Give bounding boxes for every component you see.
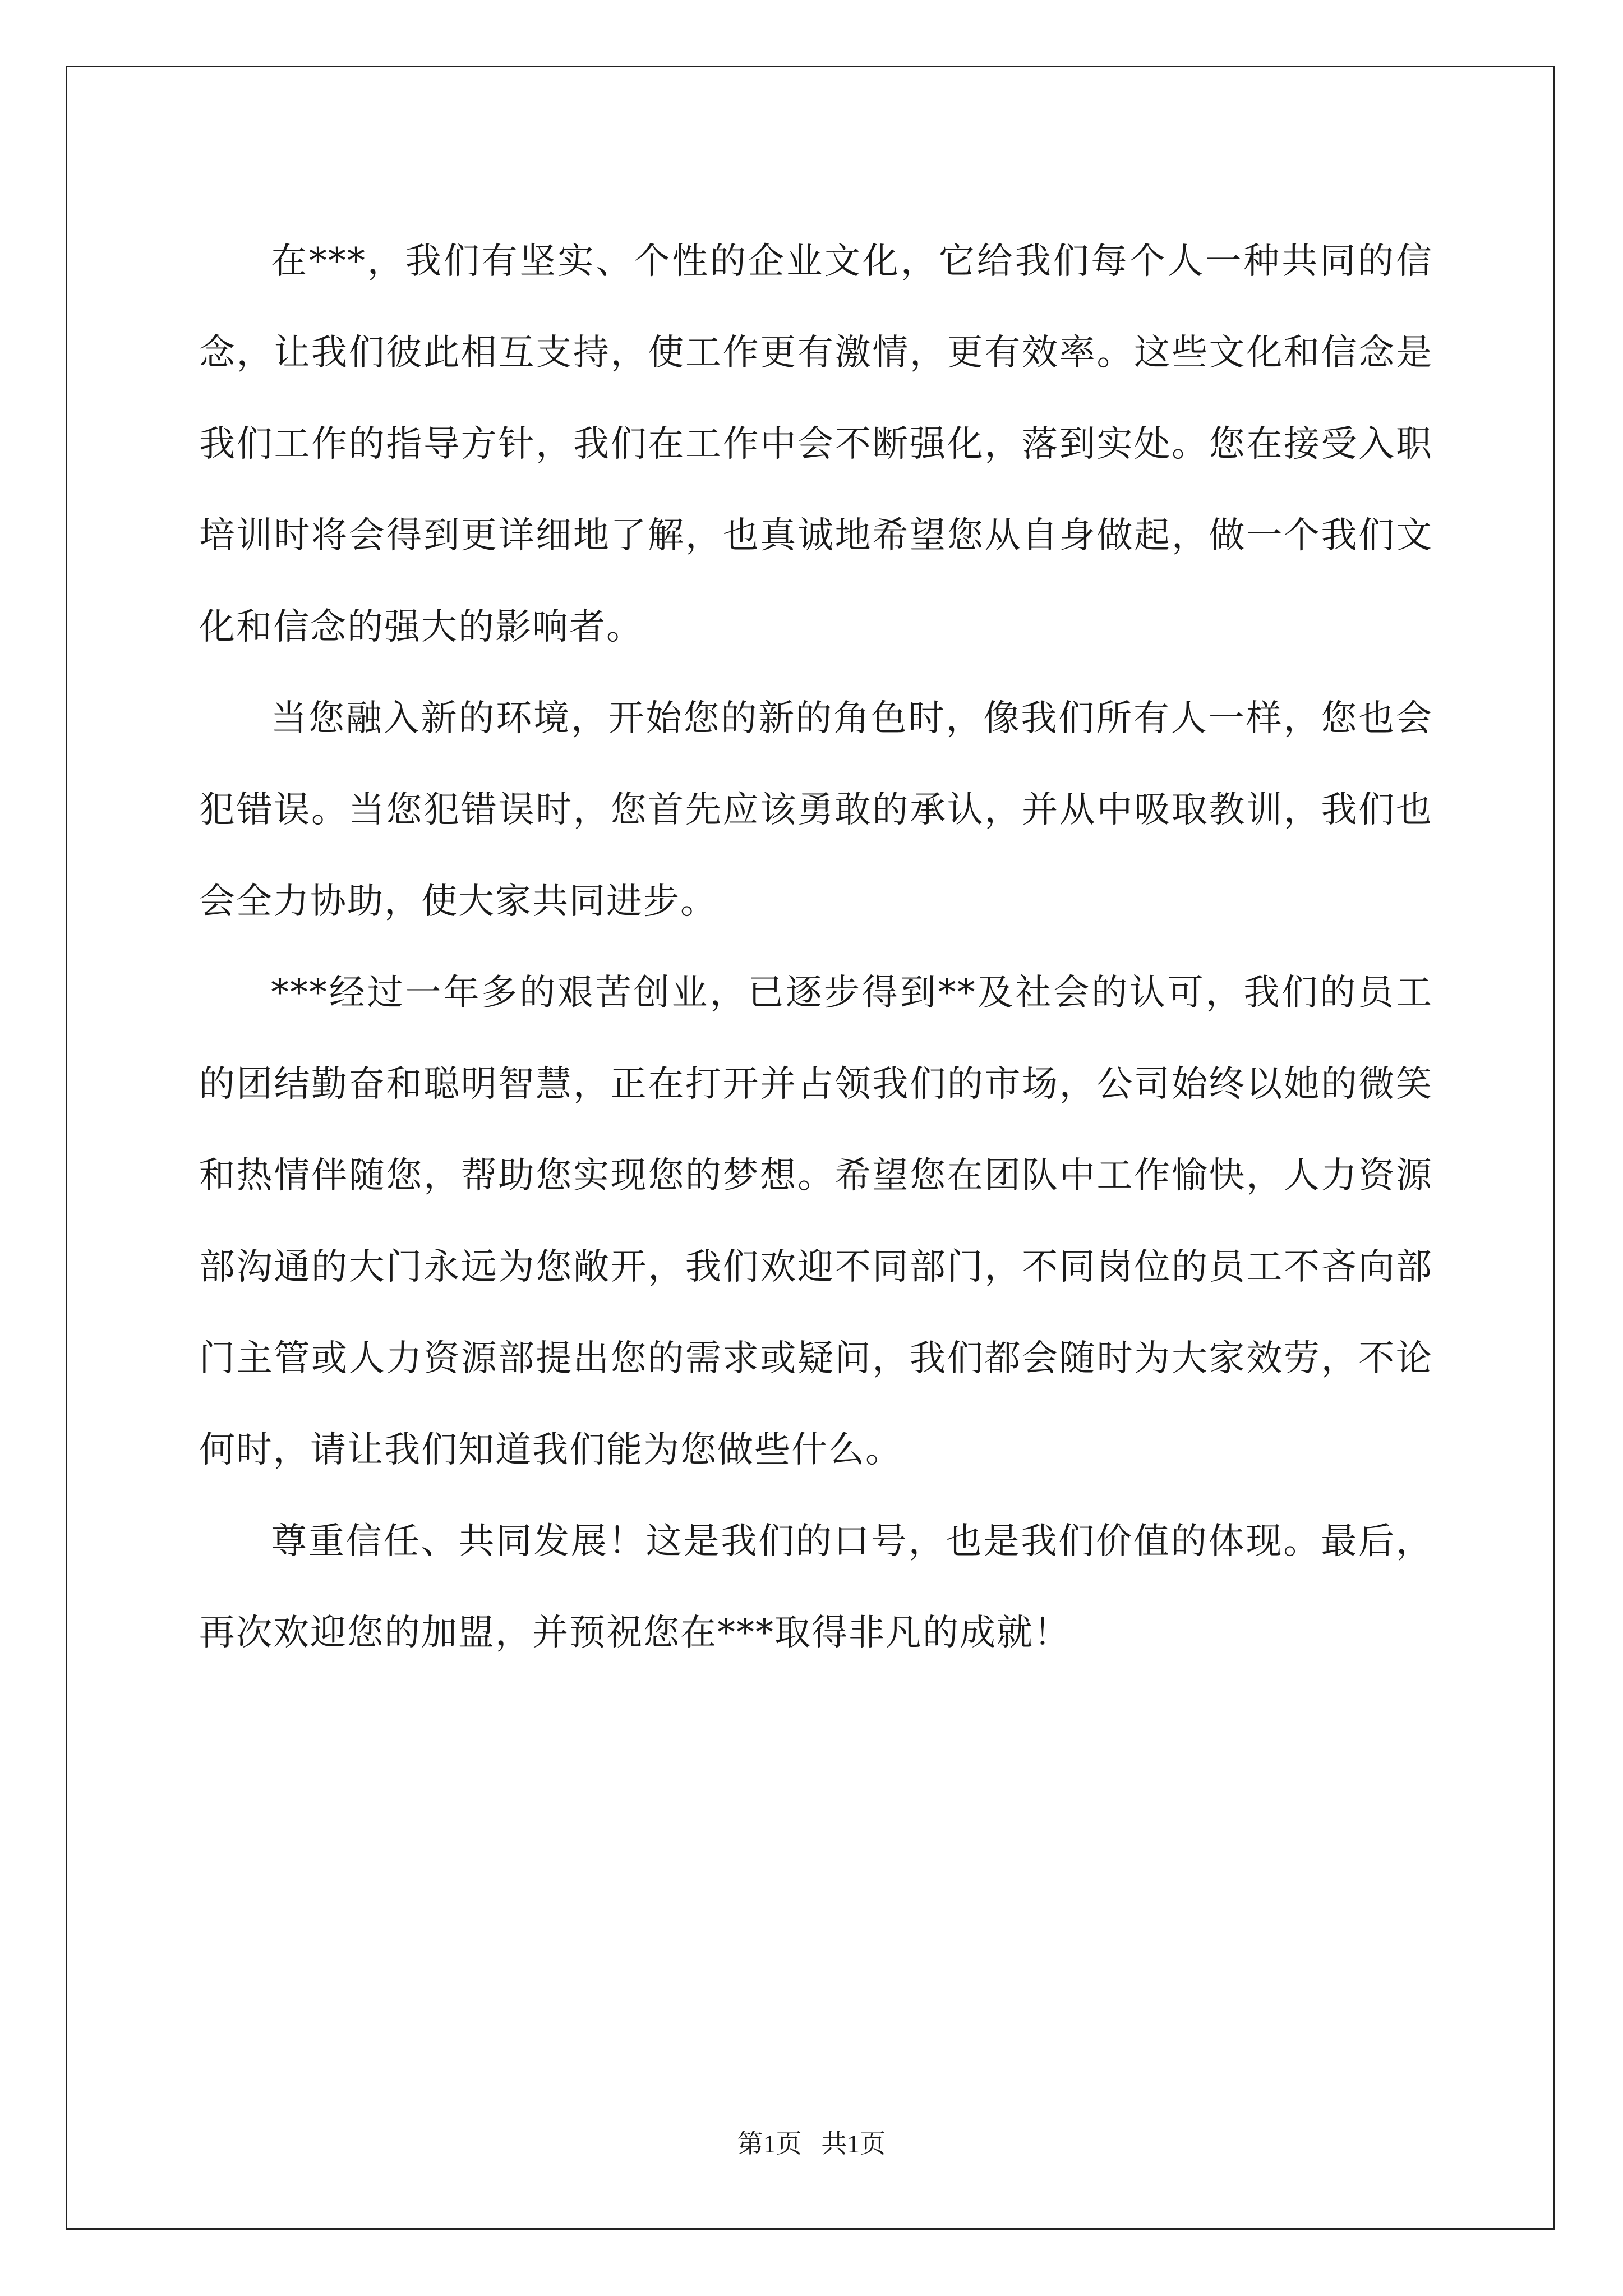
paragraph: 尊重信任、共同发展！这是我们的口号，也是我们价值的体现。最后，再次欢迎您的加盟，并预祝您在***取得非凡的成就！ [199, 1521, 1433, 1654]
page-number-current: 第1页 [737, 2129, 802, 2158]
footer-spacer [802, 2129, 822, 2158]
paragraph: 当您融入新的环境，开始您的新的角色时，像我们所有人一样，您也会犯错误。当您犯错误时，您首先应该勇敢的承认，并从中吸取教训，我们也会全力协助，使大家共同进步。 [199, 698, 1433, 922]
paragraph: 在***，我们有坚实、个性的企业文化，它给我们每个人一种共同的信念，让我们彼此相互支持，使工作更有激情，更有效率。这些文化和信念是我们工作的指导方针，我们在工作中会不断强化，落到实处。您在接受入职培训时将会得到更详细地了解，也真诚地希望您从自身做起，做一个我们文化和信念的强大的影响者。 [199, 241, 1433, 648]
document-body [199, 216, 1433, 1679]
paragraph: ***经过一年多的艰苦创业，已逐步得到**及社会的认可，我们的员工的团结勤奋和聪明智慧，正在打开并占领我们的市场，公司始终以她的微笑和热情伴随您，帮助您实现您的梦想。希望您在团队中工作愉快，人力资源部沟通的大门永远为您敞开，我们欢迎不同部门，不同岗位的员工不吝向部门主管或人力资源部提出您的需求或疑问，我们都会随时为大家效劳，不论何时，请让我们知道我们能为您做些什么。 [199, 972, 1433, 1471]
page-footer [0, 2123, 1623, 2160]
page-number-total: 共1页 [821, 2129, 886, 2158]
